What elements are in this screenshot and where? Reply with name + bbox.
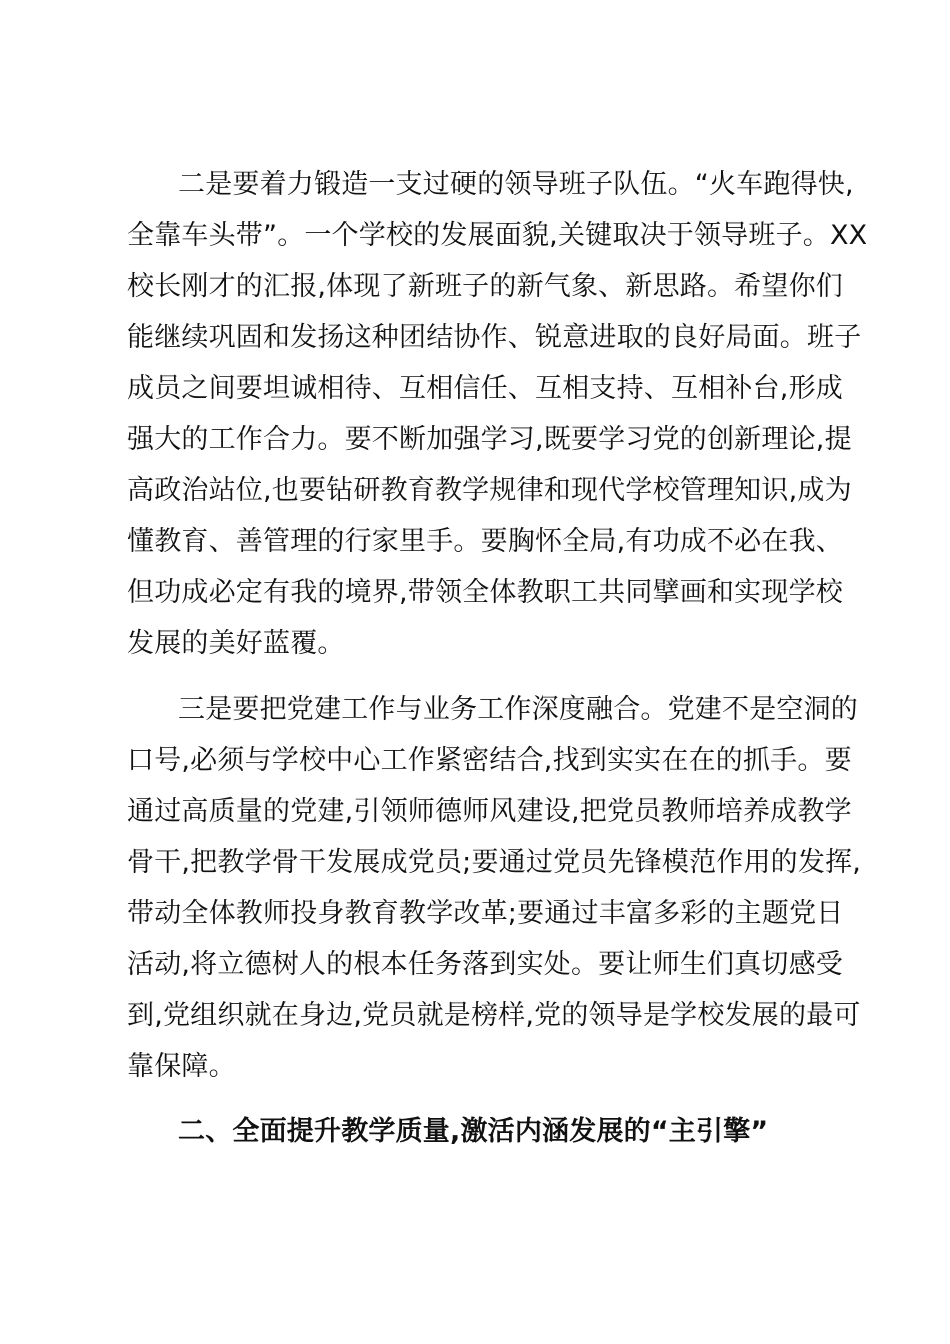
paragraph-1-line-10: 发展的美好蓝覆。 [127, 628, 345, 659]
paragraph-1-line-2: 全靠车头带”。一个学校的发展面貌,关键取决于领导班子。XX [127, 220, 868, 251]
paragraph-1-line-8: 懂教育、善管理的行家里手。要胸怀全局,有功成不必在我、 [127, 526, 843, 557]
paragraph-2-line-1: 三是要把党建工作与业务工作深度融合。党建不是空洞的 [178, 694, 858, 725]
paragraph-2-line-7: 到,党组织就在身边,党员就是榜样,党的领导是学校发展的最可 [127, 1000, 861, 1031]
section-heading: 二、全面提升教学质量,激活内涵发展的“主引擎” [178, 1116, 769, 1147]
paragraph-2-line-8: 靠保障。 [127, 1051, 236, 1082]
paragraph-2-line-5: 带动全体教师投身教育教学改革;要通过丰富多彩的主题党日 [127, 898, 844, 929]
paragraph-2-line-2: 口号,必须与学校中心工作紧密结合,找到实实在在的抓手。要 [127, 745, 852, 776]
paragraph-1-line-3: 校长刚才的汇报,体现了新班子的新气象、新思路。希望你们 [127, 271, 843, 302]
paragraph-2-line-6: 活动,将立德树人的根本任务落到实处。要让师生们真切感受 [127, 949, 843, 980]
paragraph-1-line-6: 强大的工作合力。要不断加强学习,既要学习党的创新理论,提 [127, 424, 852, 455]
paragraph-1-line-4: 能继续巩固和发扬这种团结协作、锐意进取的良好局面。班子 [127, 322, 862, 353]
paragraph-2-line-4: 骨干,把教学骨干发展成党员;要通过党员先锋模范作用的发挥, [127, 847, 862, 878]
paragraph-1-line-9: 但功成必定有我的境界,带领全体教职工共同擘画和实现学校 [127, 577, 843, 608]
paragraph-1-line-5: 成员之间要坦诚相待、互相信任、互相支持、互相补台,形成 [127, 373, 843, 404]
paragraph-1-line-1: 二是要着力锻造一支过硬的领导班子队伍。“火车跑得快, [178, 169, 854, 200]
paragraph-2-line-3: 通过高质量的党建,引领师德师风建设,把党员教师培养成教学 [127, 796, 852, 827]
paragraph-1-line-7: 高政治站位,也要钻研教育教学规律和现代学校管理知识,成为 [127, 475, 852, 506]
